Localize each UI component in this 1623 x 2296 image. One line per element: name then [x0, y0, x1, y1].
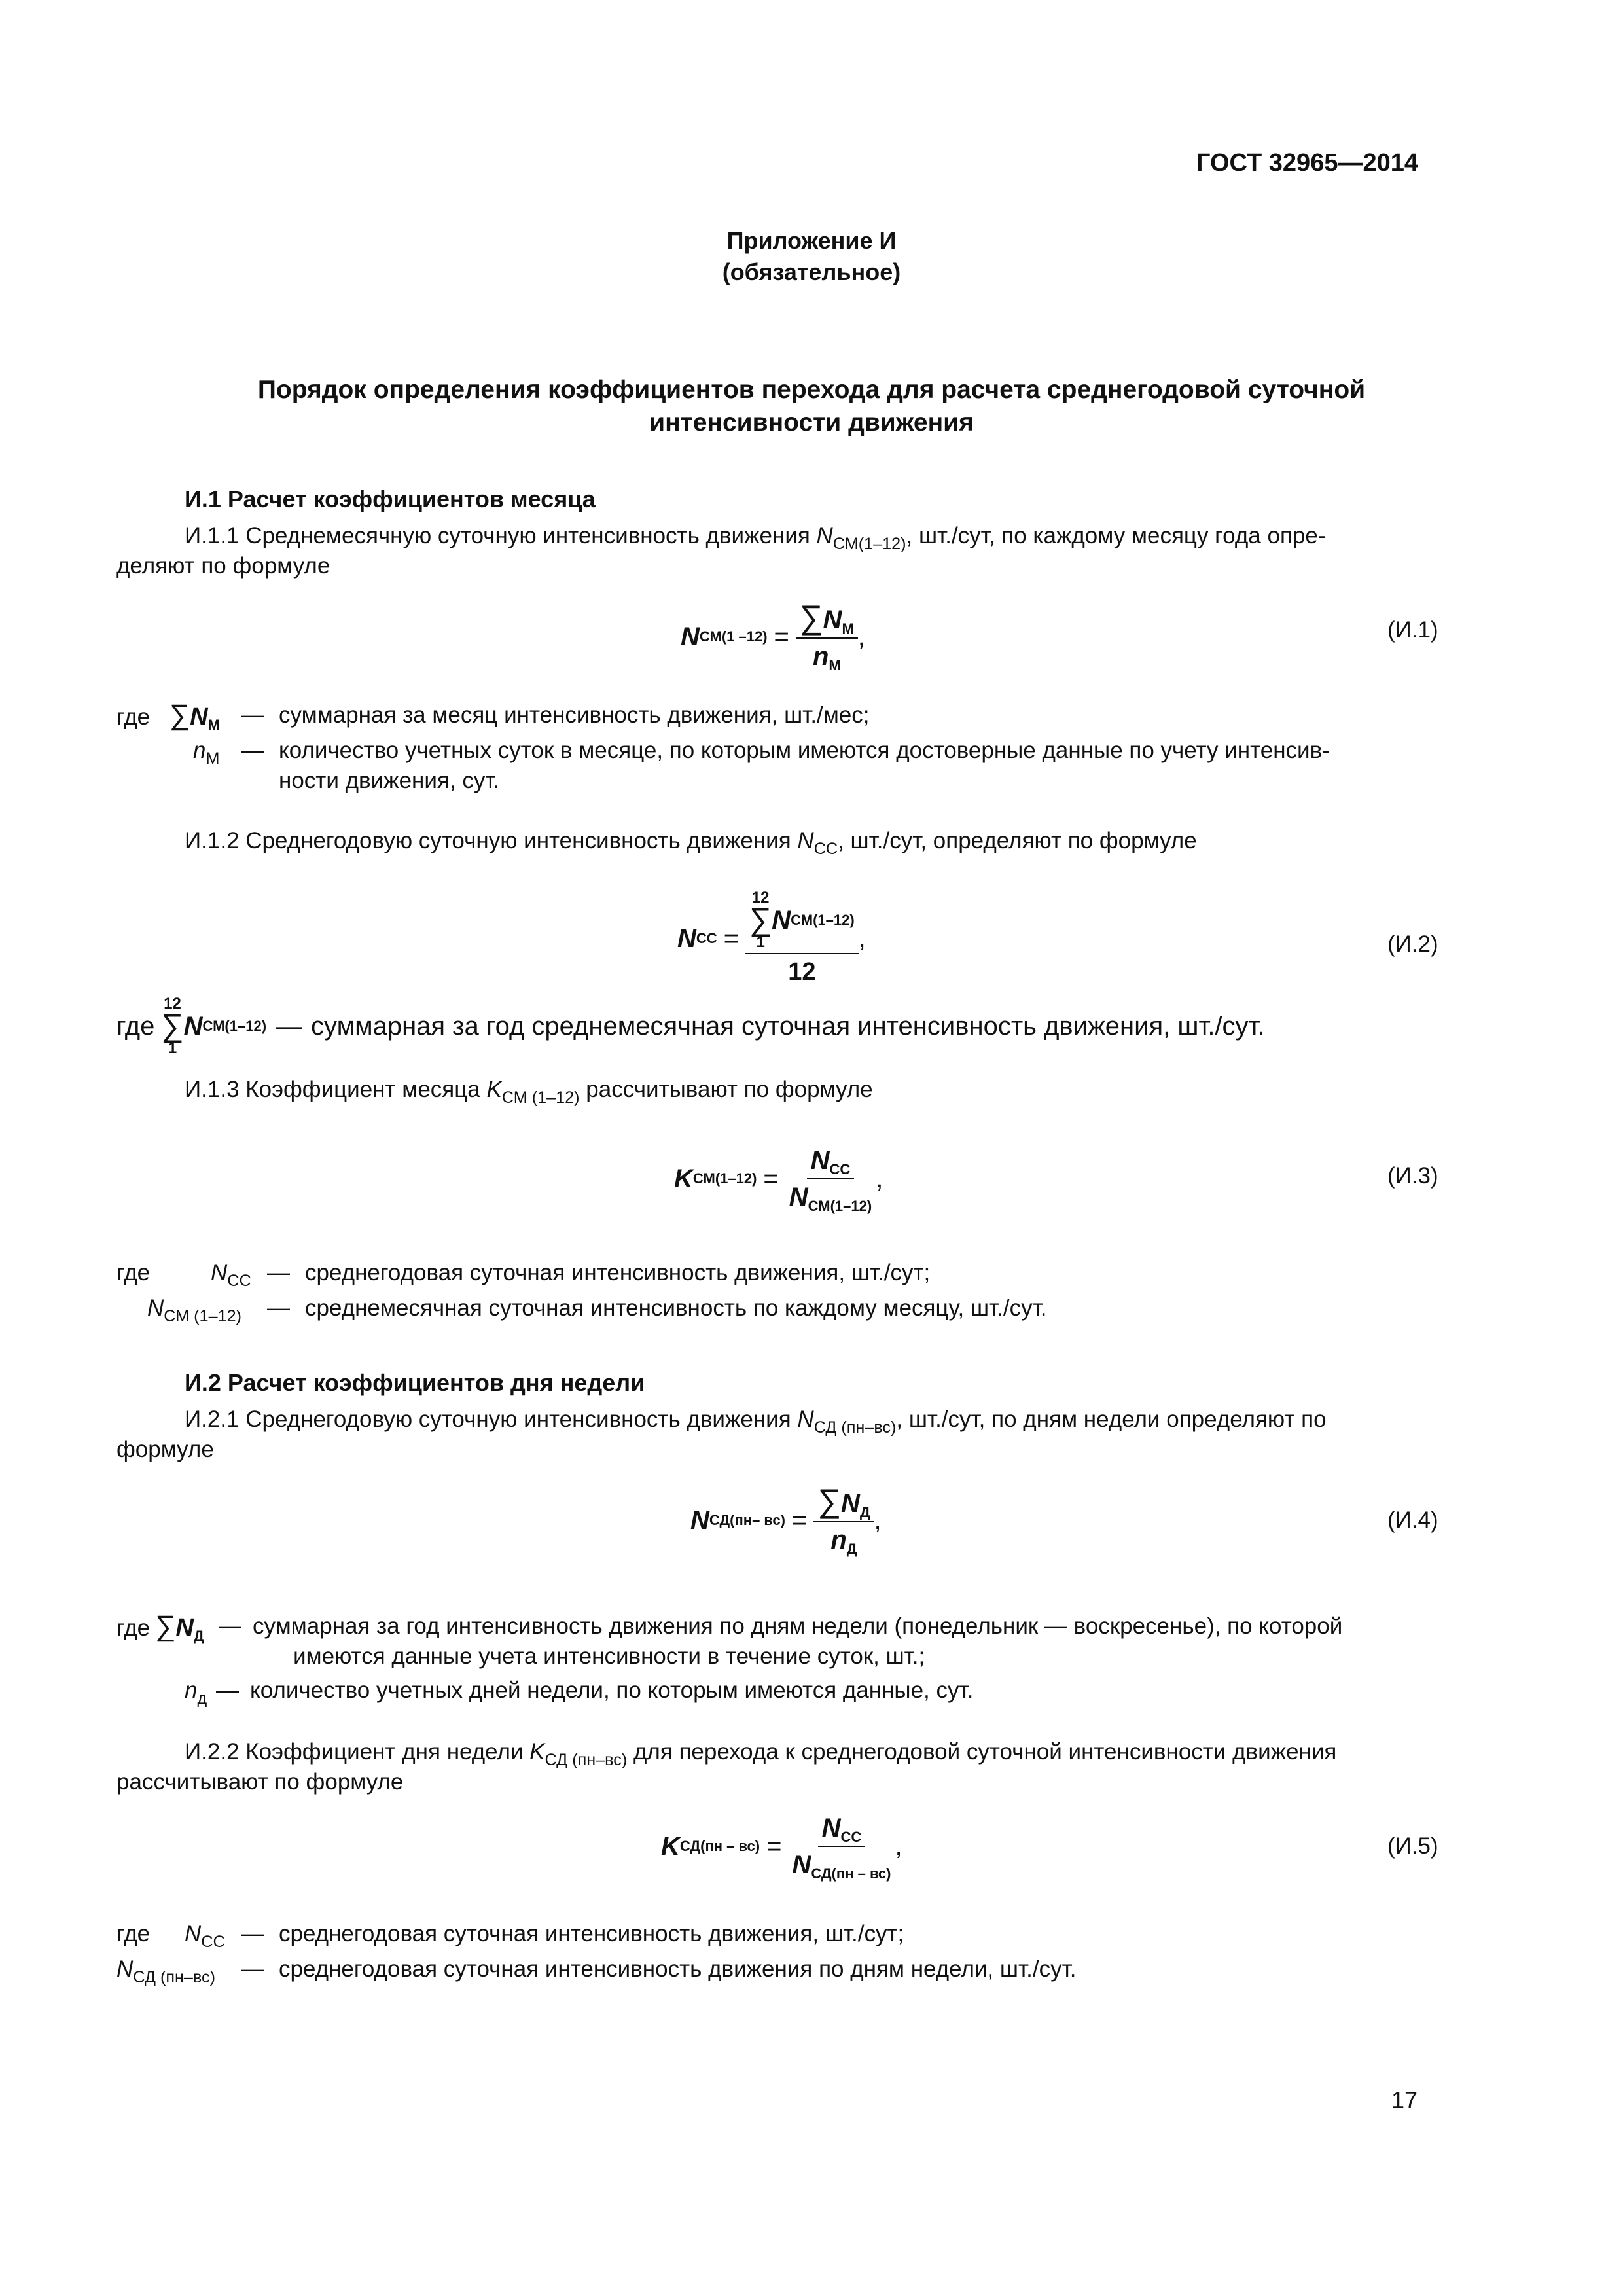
denominator-sub: М — [829, 657, 841, 673]
where-label: где — [116, 1615, 151, 1641]
sum-lower: 1 — [168, 1039, 177, 1057]
page-number: 17 — [1391, 2087, 1418, 2113]
sum-operator — [161, 996, 183, 1056]
dash: — — [276, 1012, 302, 1041]
definition-row-1 — [116, 700, 220, 732]
sum-operator — [749, 890, 772, 950]
where-label: где — [116, 1921, 151, 1946]
symbol-sub: М — [205, 749, 220, 768]
symbol: N — [116, 1956, 134, 1982]
denominator-sub: СД(пн – вс) — [811, 1865, 891, 1882]
symbol: N — [211, 1260, 228, 1285]
definition-row-6 — [116, 1611, 204, 1643]
formula-lhs: N — [677, 924, 696, 953]
symbol: N — [175, 1614, 194, 1641]
sum-icon: ∑ — [155, 1610, 176, 1642]
appendix-title: Приложение И — [726, 227, 897, 254]
definition-symbol-2 — [193, 736, 219, 766]
text: И.2.2 Коэффициент дня недели — [185, 1739, 530, 1765]
dash: — — [241, 1956, 264, 1982]
dash: — — [267, 1295, 290, 1321]
numerator-sub: СС — [829, 1161, 851, 1177]
text: , шт./сут, по дням недели определяют по — [896, 1407, 1327, 1432]
definition-text-9: среднегодовая суточная интенсивность движения по дням недели, шт./сут. — [279, 1956, 1077, 1982]
symbol-sub: СМ (1–12) — [164, 1306, 241, 1325]
numerator: N — [810, 1146, 830, 1175]
definition-text-4: среднегодовая суточная интенсивность движения, шт./сут; — [305, 1260, 931, 1285]
symbol-sub: д — [197, 1689, 207, 1708]
symbol-sub: М — [207, 717, 220, 733]
sum-upper: 12 — [164, 995, 181, 1013]
sum-lower: 1 — [756, 933, 765, 951]
numerator: N — [772, 906, 791, 935]
formula-fraction: 12 ∑ 1 N СМ(1–12) 12 — [745, 890, 859, 987]
subscript: СД (пн–вс) — [813, 1418, 897, 1437]
definition-text-6a: суммарная за год интенсивность движения по дням недели (понедельник — воскресенье), по которой — [253, 1613, 1343, 1639]
paragraph-1-2-1-line2: формуле — [116, 1437, 214, 1462]
text: , шт./сут, по каждому месяцу года опре- — [906, 523, 1326, 548]
paragraph-1-1-1-line2: деляют по формуле — [116, 553, 330, 579]
variable: K — [486, 1077, 502, 1102]
definition-symbol-8 — [185, 1919, 225, 1949]
document-title-line1: Порядок определения коэффициентов перехода для расчета среднегодовой суточной — [257, 376, 1366, 404]
symbol-sub: Д — [193, 1628, 204, 1644]
definition-symbol-4 — [211, 1258, 251, 1288]
definition-symbol-5 — [147, 1293, 241, 1323]
symbol: N — [190, 703, 208, 730]
formula-lhs: N — [681, 622, 700, 651]
paragraph-1-2-1-line1 — [185, 1405, 1327, 1435]
paragraph-1-2-2-line2: рассчитывают по формуле — [116, 1769, 404, 1795]
dash: — — [241, 738, 264, 763]
variable: N — [797, 828, 814, 853]
equation-number-4: (И.4) — [1387, 1507, 1438, 1533]
text: И.1.1 Среднемесячную суточную интенсивность движения — [185, 523, 817, 548]
where-label: где — [116, 1260, 151, 1285]
symbol: N — [185, 1921, 202, 1946]
definition-text-6b: имеются данные учета интенсивности в течение суток, шт.; — [293, 1643, 925, 1669]
formula-4: N СД(пн– вс) = $\frac{\sum N_Д}{n_Д}$ , — [690, 1482, 882, 1557]
dash: — — [267, 1260, 290, 1285]
denominator-sub: СМ(1–12) — [808, 1198, 872, 1214]
where-label: где — [116, 1012, 155, 1041]
variable: N — [797, 1407, 814, 1432]
section-heading-1: И.1 Расчет коэффициентов месяца — [185, 486, 596, 512]
paragraph-1-1-2 — [185, 826, 1197, 856]
formula-lhs: K — [674, 1164, 693, 1193]
text: , шт./сут, определяют по формуле — [838, 828, 1197, 853]
equation-number-3: (И.3) — [1387, 1163, 1438, 1189]
numerator: N — [823, 605, 842, 634]
symbol: n — [193, 738, 206, 763]
sum-icon: ∑ — [799, 599, 823, 636]
dash: — — [241, 1921, 264, 1946]
text: И.2.1 Среднегодовую суточную интенсивность движения — [185, 1407, 798, 1432]
numerator-sub: М — [842, 620, 854, 637]
denominator: n — [830, 1526, 847, 1554]
definition-row-3: где 12 ∑ 1 N СМ(1–12) — суммарная за год среднемесячная суточная интенсивность движения, шт./сут. — [116, 995, 1265, 1057]
symbol: N — [183, 1012, 203, 1041]
numerator: N — [840, 1489, 860, 1518]
variable: N — [816, 523, 833, 548]
numerator: N — [821, 1814, 841, 1842]
sum-icon: ∑ — [169, 699, 190, 731]
definition-symbol-9 — [116, 1954, 215, 1984]
equation-number-5: (И.5) — [1387, 1833, 1438, 1859]
symbol: N — [147, 1295, 164, 1321]
formula-3: K СМ(1–12) = $\frac{N_{СС}}{N_{СМ(1-12)}}$ , — [674, 1146, 883, 1214]
subscript: СМ (1–12) — [501, 1088, 580, 1107]
denominator: N — [789, 1183, 808, 1211]
text: И.1.3 Коэффициент месяца — [185, 1077, 487, 1102]
formula-1: N СМ(1 –12) = $\frac{\sum N_М}{n_М}$ , — [681, 599, 865, 673]
denominator-sub: Д — [846, 1541, 857, 1557]
formula-fraction — [813, 1482, 874, 1557]
text: И.1.2 Среднегодовую суточную интенсивность движения — [185, 828, 798, 853]
symbol-sub: СС — [227, 1271, 251, 1290]
definition-text-3: суммарная за год среднемесячная суточная интенсивность движения, шт./сут. — [311, 1012, 1265, 1041]
appendix-status: (обязательное) — [722, 259, 901, 285]
formula-5: K СД(пн – вс) = $\frac{N_{СС}}{N_{СД(пн - вс)}}$ , — [661, 1814, 902, 1882]
definition-text-1: суммарная за месяц интенсивность движения, шт./мес; — [279, 702, 870, 728]
paragraph-1-2-2-line1 — [185, 1737, 1336, 1767]
comma: , — [876, 1164, 883, 1193]
text: рассчитывают по формуле — [579, 1077, 873, 1102]
definition-text-8: среднегодовая суточная интенсивность движения, шт./сут; — [279, 1921, 904, 1946]
numerator-sub: СС — [840, 1829, 862, 1845]
text: для перехода к среднегодовой суточной интенсивности движения — [627, 1739, 1337, 1765]
sum-upper: 12 — [751, 889, 770, 906]
definition-text-2a: количество учетных суток в месяце, по которым имеются достоверные данные по учету интенсив- — [279, 738, 1330, 763]
symbol-sub: СД (пн–вс) — [133, 1967, 215, 1986]
subscript: СМ(1–12) — [832, 534, 906, 553]
symbol-sub: СС — [201, 1932, 225, 1951]
formula-fraction — [788, 1813, 895, 1880]
denominator: 12 — [788, 958, 816, 986]
numerator-sub: Д — [859, 1504, 870, 1520]
dash: — — [216, 1677, 239, 1703]
formula-2: N СС = 12 ∑ 1 N СМ(1–12) 12 , — [677, 889, 866, 986]
section-heading-2: И.2 Расчет коэффициентов дня недели — [185, 1369, 645, 1396]
comma: , — [874, 1506, 882, 1535]
sum-icon: ∑ — [161, 1009, 184, 1043]
denominator: n — [812, 642, 829, 671]
formula-fraction — [785, 1145, 876, 1212]
paragraph-1-1-3 — [185, 1075, 873, 1105]
standard-number: ГОСТ 32965—2014 — [1196, 149, 1418, 177]
formula-lhs: K — [661, 1832, 680, 1861]
symbol: n — [185, 1677, 198, 1703]
definition-text-7: количество учетных дней недели, по которым имеются данные, сут. — [250, 1677, 974, 1703]
comma: , — [858, 924, 866, 953]
equation-number-1: (И.1) — [1387, 617, 1438, 643]
sum-icon: ∑ — [749, 903, 772, 937]
definition-text-2b: ности движения, сут. — [279, 768, 500, 793]
comma: , — [895, 1832, 902, 1861]
paragraph-1-1-1-line1 — [185, 521, 1326, 551]
definition-text-5: среднемесячная суточная интенсивность по каждому месяцу, шт./сут. — [305, 1295, 1047, 1321]
subscript: СД (пн–вс) — [544, 1750, 628, 1769]
where-label: где — [116, 704, 151, 730]
subscript: СС — [813, 839, 838, 858]
variable: K — [529, 1739, 545, 1765]
formula-lhs: N — [690, 1506, 709, 1535]
dash: — — [219, 1613, 241, 1639]
dash: — — [241, 702, 264, 728]
sum-icon: ∑ — [817, 1482, 841, 1519]
definition-symbol-7 — [185, 1676, 207, 1706]
formula-fraction — [796, 599, 858, 673]
document-title-line2: интенсивности движения — [649, 408, 974, 437]
equation-number-2: (И.2) — [1387, 931, 1438, 957]
comma: , — [857, 622, 865, 651]
denominator: N — [792, 1850, 812, 1879]
